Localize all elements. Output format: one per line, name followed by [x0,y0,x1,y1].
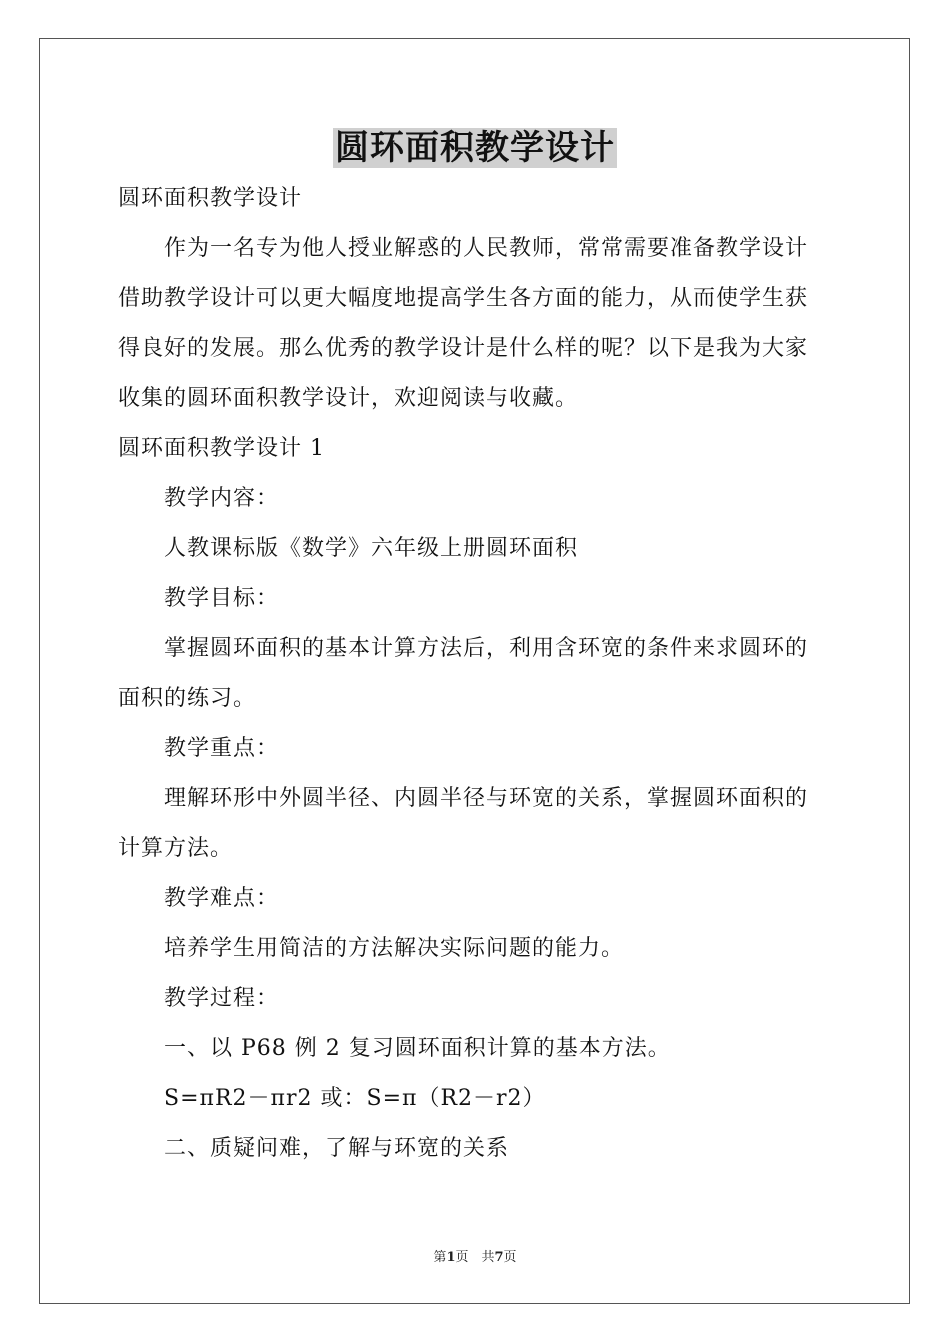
document-body [118,178,834,1178]
text-line: 作为一名专为他人授业解惑的人民教师，常常需要准备教学设计 [164,236,809,261]
text-line: 教学重点： [164,736,280,761]
text-line: 教学内容： [164,486,280,511]
text-line: 借助教学设计可以更大幅度地提高学生各方面的能力，从而使学生获 [118,286,809,311]
text-line: 培养学生用简洁的方法解决实际问题的能力。 [164,936,625,961]
text-line: 计算方法。 [118,836,234,861]
text-line: 掌握圆环面积的基本计算方法后，利用含环宽的条件来求圆环的 [164,636,809,661]
text-line: S=πR2－πr2 或：S=π（R2－r2） [164,1086,546,1111]
footer-total-pages: 7 [494,1250,504,1265]
text-line: 教学目标： [164,586,280,611]
text-line: 圆环面积教学设计 [118,186,303,211]
text-line: 收集的圆环面积教学设计，欢迎阅读与收藏。 [118,386,579,411]
text-line: 一、以 P68 例 2 复习圆环面积计算的基本方法。 [164,1036,671,1061]
footer-suffix: 页 [503,1250,517,1265]
title-container [0,128,950,168]
footer-page-number: 1 [446,1250,456,1265]
text-line: 人教课标版《数学》六年级上册圆环面积 [164,536,579,561]
text-line: 教学难点： [164,886,280,911]
text-line: 面积的练习。 [118,686,257,711]
text-line: 得良好的发展。那么优秀的教学设计是什么样的呢？以下是我为大家 [118,336,809,361]
footer-prefix: 第 [433,1250,447,1265]
text-line: 二、质疑问难，了解与环宽的关系 [164,1136,510,1161]
text-line: 圆环面积教学设计 1 [118,436,325,461]
footer-middle: 页 共 [455,1250,495,1265]
text-line: 理解环形中外圆半径、内圆半径与环宽的关系，掌握圆环面积的 [164,786,809,811]
document-title: 圆环面积教学设计 [335,128,615,168]
page-footer [0,1246,950,1265]
text-line: 教学过程： [164,986,280,1011]
